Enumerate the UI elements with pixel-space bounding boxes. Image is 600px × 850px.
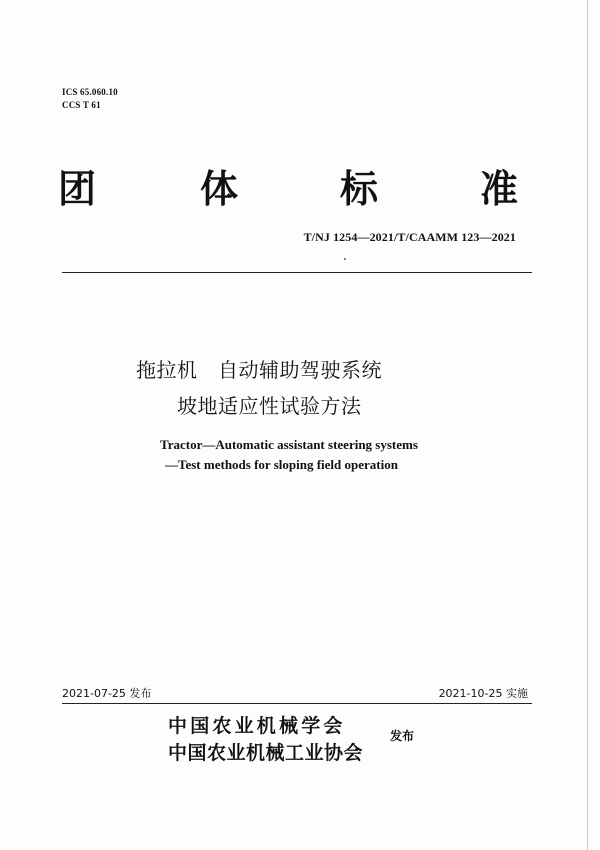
- chinese-title-line-2: 坡地适应性试验方法: [177, 394, 362, 418]
- issuer-org-2: 中国农业机械工业协会: [168, 742, 364, 764]
- title-char-1: 团: [58, 167, 97, 211]
- publish-date: 2021-07-25 发布: [62, 687, 152, 700]
- title-char-2: 体: [200, 167, 239, 211]
- english-title-line-1: Tractor—Automatic assistant steering systems: [160, 437, 418, 452]
- standard-type-title: [58, 163, 528, 215]
- speck-mark: [344, 258, 346, 260]
- ics-code: ICS 65.060.10: [62, 87, 118, 97]
- chinese-title-line-1: 拖拉机 自动辅助驾驶系统: [136, 358, 382, 382]
- footer-divider: [62, 703, 532, 704]
- issuer-org-1: 中国农业机械学会: [168, 715, 346, 737]
- page-edge-line: [587, 0, 588, 850]
- english-title-line-2: —Test methods for sloping field operation: [165, 457, 398, 472]
- title-char-4: 准: [480, 167, 519, 211]
- implementation-date: 2021-10-25 实施: [438, 687, 528, 700]
- standard-number: T/NJ 1254—2021/T/CAAMM 123—2021: [303, 230, 516, 244]
- classification-codes: [62, 86, 118, 112]
- issued-label: 发布: [390, 729, 415, 743]
- header-divider: [62, 272, 532, 273]
- title-char-3: 标: [340, 167, 379, 211]
- ccs-code: CCS T 61: [62, 100, 101, 110]
